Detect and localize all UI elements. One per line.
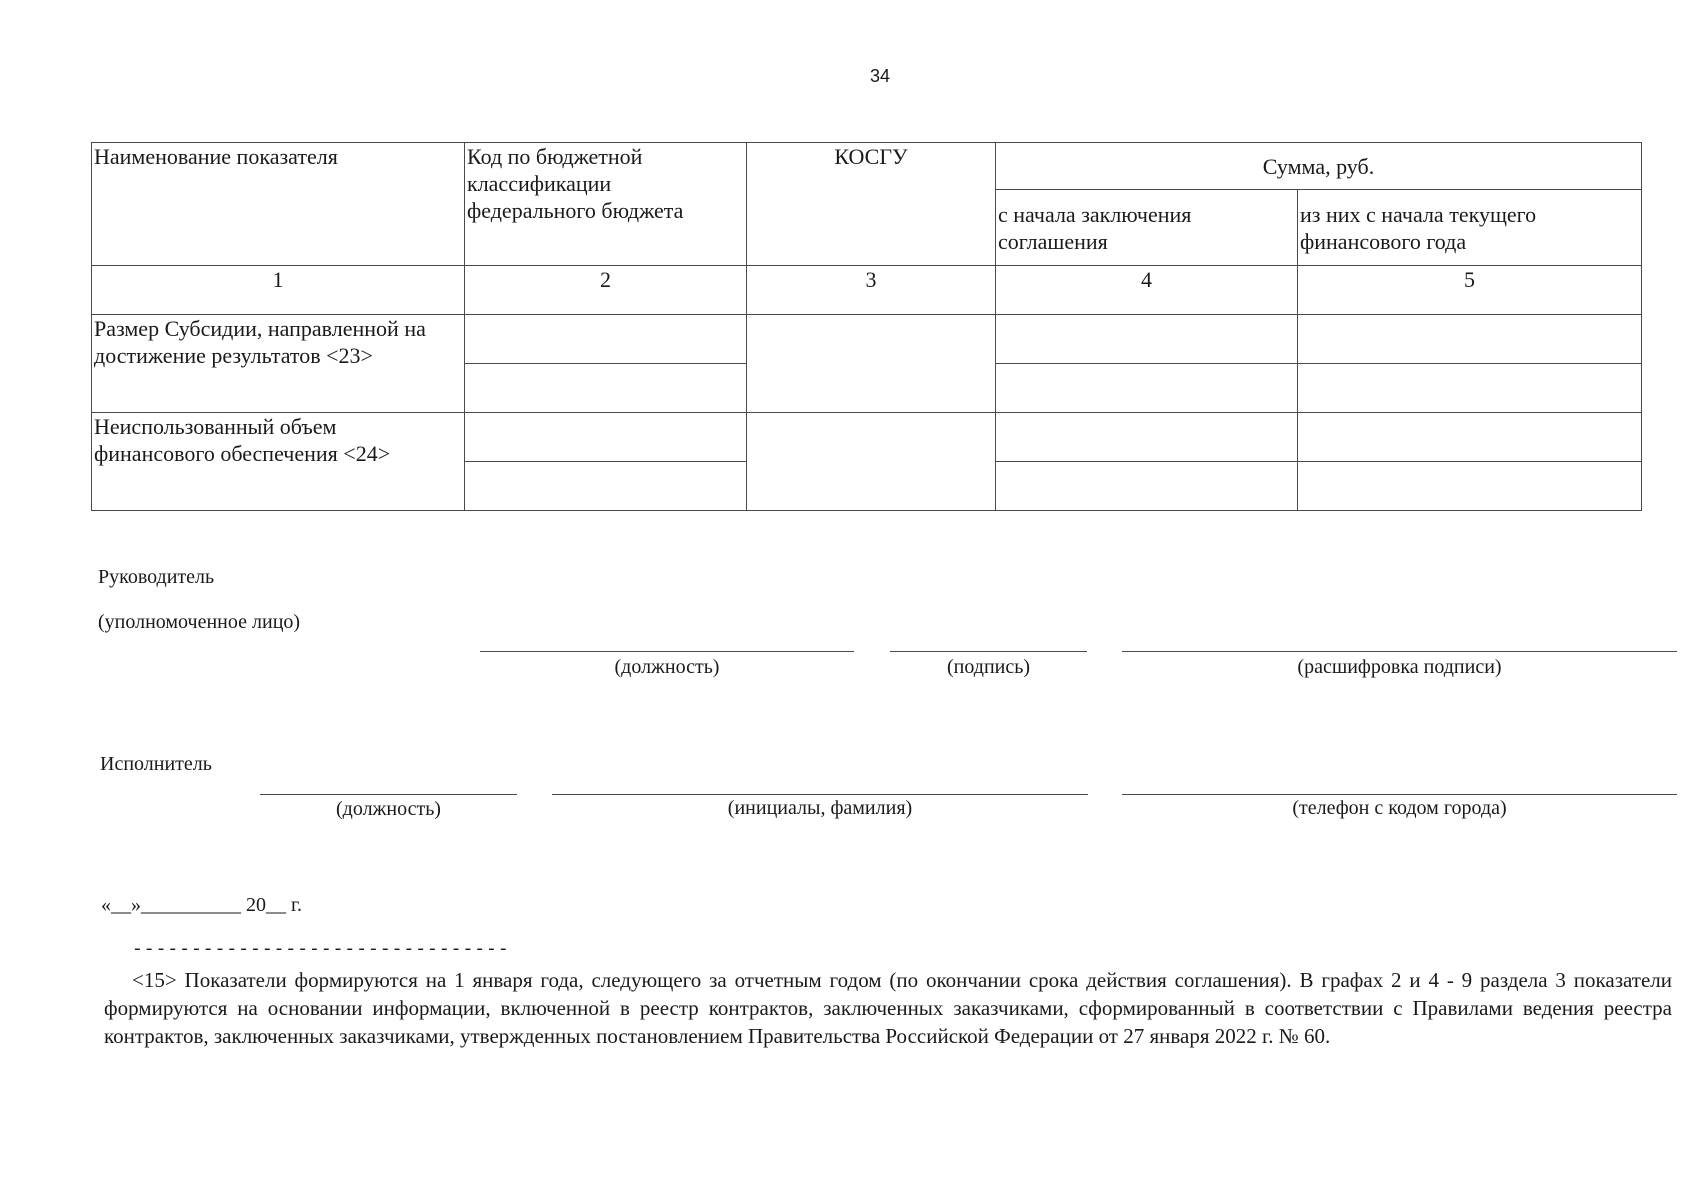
header-sum-from-start: с начала заключения соглашения (996, 190, 1298, 266)
caption-executor-name: (инициалы, фамилия) (727, 797, 913, 819)
signature-line (890, 651, 1087, 652)
column-number: 1 (92, 266, 465, 315)
executor-phone-line (1122, 794, 1677, 795)
signature-decoding-line (1122, 651, 1677, 652)
caption-signature-decoding: (расшифровка подписи) (1297, 656, 1502, 678)
table-cell (1298, 315, 1642, 364)
table-cell (1298, 413, 1642, 462)
head-sublabel: (уполномоченное лицо) (98, 611, 301, 633)
caption-executor-phone: (телефон с кодом города) (1292, 797, 1507, 819)
caption-position: (должность) (614, 656, 720, 678)
page-number: 34 (869, 66, 891, 86)
footnote-15: <15> Показатели формируются на 1 января года, следующего за отчетным годом (по окончании срока действия соглашения). В графах 2 и 4 - 9 раздела 3 показатели формируются на основании информации, включенной в реестр контрактов, заключенных заказчиками, сформированный в соответствии с Правилами ведения реестра контрактов, заключенных заказчиками, утвержденных постановлением Правительства Российской Федерации от 27 января 2022 г. № 60. (104, 968, 1672, 1048)
date-line: «__»__________ 20__ г. (101, 894, 302, 916)
table-cell (465, 462, 747, 511)
head-label: Руководитель (98, 566, 215, 588)
caption-signature: (подпись) (946, 656, 1031, 678)
table-row (92, 315, 1642, 364)
table-cell (465, 413, 747, 462)
table-cell (996, 364, 1298, 413)
table-cell (747, 315, 996, 413)
table-cell (996, 462, 1298, 511)
indicator-table (91, 142, 1642, 511)
table-cell (465, 364, 747, 413)
table-cell (747, 413, 996, 511)
table-cell (996, 315, 1298, 364)
column-number: 2 (465, 266, 747, 315)
column-number: 5 (1298, 266, 1642, 315)
executor-label: Исполнитель (100, 753, 212, 775)
header-budget-code: Код по бюджетной классификации федерального бюджета (465, 143, 747, 266)
header-row-1 (92, 143, 1642, 190)
header-sum: Сумма, руб. (996, 143, 1642, 190)
table-cell (996, 413, 1298, 462)
table-cell (465, 315, 747, 364)
position-line (480, 651, 854, 652)
header-kosgu: КОСГУ (747, 143, 996, 266)
column-number: 3 (747, 266, 996, 315)
header-indicator-name: Наименование показателя (92, 143, 465, 266)
table-row (92, 413, 1642, 462)
header-sum-this-year: из них с начала текущего финансового года (1298, 190, 1642, 266)
row-label-subsidy: Размер Субсидии, направленной на достижение результатов <23> (92, 315, 465, 413)
row-label-unused-funds: Неиспользованный объем финансового обеспечения <24> (92, 413, 465, 511)
table-cell (1298, 462, 1642, 511)
executor-position-line (260, 794, 517, 795)
table-cell (1298, 364, 1642, 413)
executor-name-line (552, 794, 1088, 795)
column-number: 4 (996, 266, 1298, 315)
caption-executor-position: (должность) (336, 798, 441, 820)
footnote-separator: -------------------------------- (132, 940, 510, 960)
column-number-row (92, 266, 1642, 315)
